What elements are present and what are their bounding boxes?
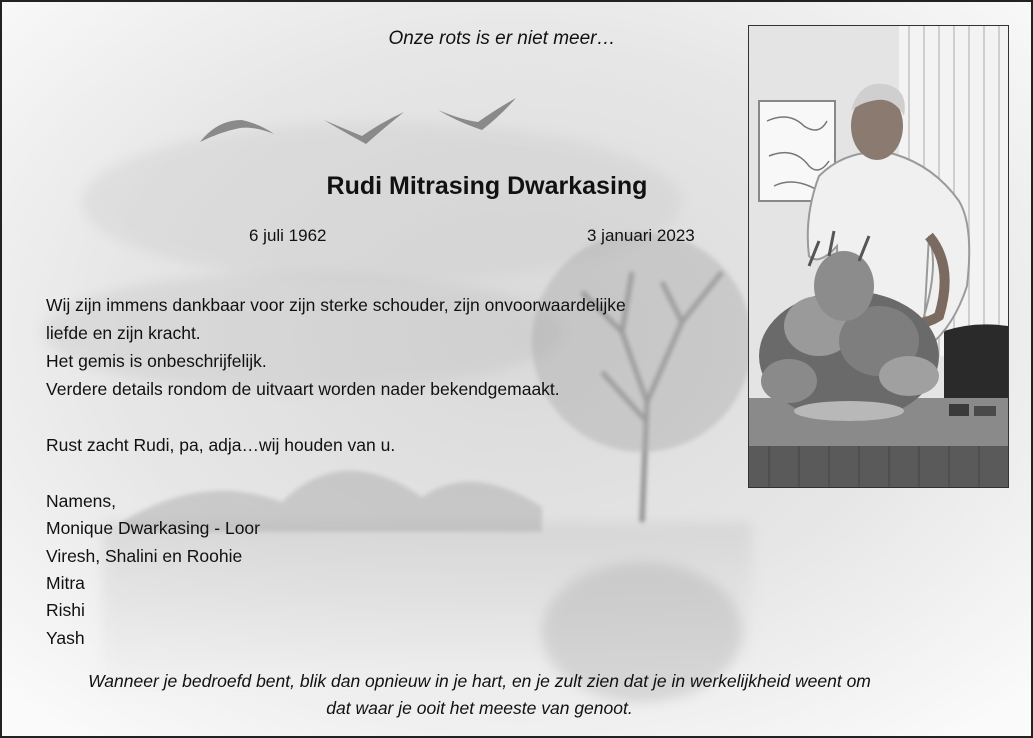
signatory: Mitra	[46, 573, 85, 593]
message-line: Wij zijn immens dankbaar voor zijn sterke schouder, zijn onvoorwaardelijke	[46, 295, 626, 315]
signatory: Rishi	[46, 600, 85, 620]
portrait-photo	[748, 25, 1009, 488]
death-date: 3 januari 2023	[587, 226, 695, 245]
headline: Onze rots is er niet meer…	[388, 28, 616, 49]
portrait-photo-icon	[749, 26, 1008, 487]
signatory: Viresh, Shalini en Roohie	[46, 546, 243, 566]
farewell-line: Rust zacht Rudi, pa, adja…wij houden van u.	[46, 435, 396, 455]
signatory: Monique Dwarkasing - Loor	[46, 518, 260, 538]
closing-quote-line: Wanneer je bedroefd bent, blik dan opnieuw in je hart, en je zult zien dat je in werkelijkheid weent om	[88, 671, 871, 691]
birth-date: 6 juli 1962	[249, 226, 327, 245]
closing-quote-line: dat waar je ooit het meeste van genoot.	[326, 698, 633, 718]
message-line: Het gemis is onbeschrijfelijk.	[46, 351, 267, 371]
message-line: Verdere details rondom de uitvaart worden nader bekendgemaakt.	[46, 379, 560, 399]
message-line: liefde en zijn kracht.	[46, 323, 201, 343]
signatory: Yash	[46, 628, 85, 648]
signatory: Namens,	[46, 491, 117, 511]
deceased-name: Rudi Mitrasing Dwarkasing	[326, 172, 648, 200]
